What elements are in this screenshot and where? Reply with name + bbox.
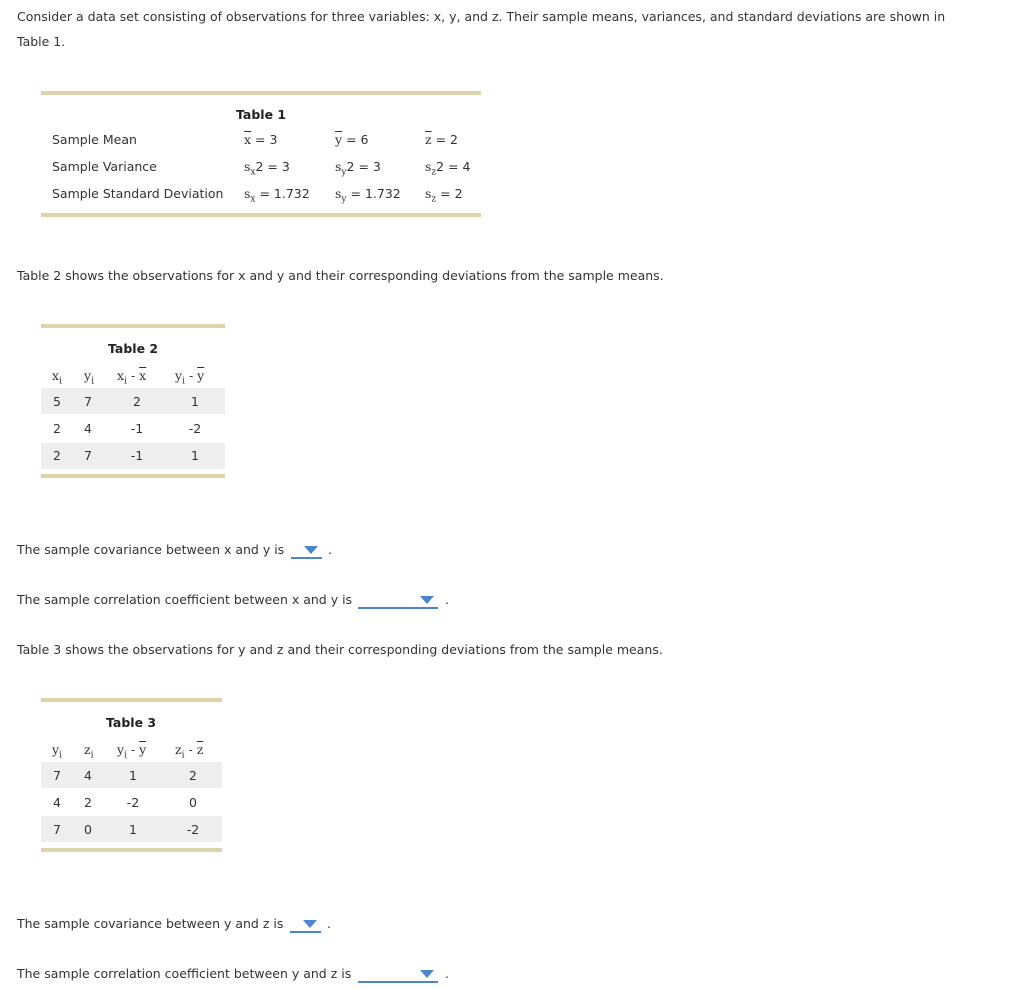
table-2-cell: 7	[84, 394, 92, 409]
table-3-header-z-dev: $z_i - \overline{z}$	[175, 742, 204, 761]
table-2-cell: 4	[84, 421, 92, 436]
cov-yz-dropdown[interactable]	[290, 915, 321, 933]
question-cov-xy: The sample covariance between x and y is	[17, 542, 285, 557]
table-2-header-xi: $x_i$	[52, 368, 62, 387]
table-1-mean-y: $\overline{y} = 6$	[335, 132, 369, 147]
table-2-cell: 1	[191, 394, 199, 409]
table-2-cell: 7	[84, 448, 92, 463]
table-1-mean-z: $\overline{z} = 2$	[425, 132, 458, 147]
table-1-variance-y: $s_y2 = 3$	[335, 159, 381, 178]
question-cov-yz: The sample covariance between y and z is	[17, 916, 284, 931]
table-1-variance-z: $s_z2 = 4$	[425, 159, 471, 178]
table-1-stddev-z: $s_z = 2$	[425, 186, 463, 205]
table-3-header-y-dev: $y_i - \overline{y}$	[117, 742, 147, 761]
table-2-cell: 2	[53, 421, 61, 436]
table-2-cell: -1	[130, 448, 144, 463]
table-1-label-variance: Sample Variance	[52, 159, 157, 174]
table-3-cell: 2	[84, 795, 92, 810]
question-cov-xy-period: .	[328, 542, 332, 557]
table-2-header-yi: $y_i$	[84, 368, 94, 387]
table-3-bottom-rule	[41, 848, 222, 852]
table-3-cell: 7	[53, 768, 61, 783]
table-2-cell: 2	[133, 394, 141, 409]
corr-xy-dropdown[interactable]	[358, 591, 438, 609]
table-2-top-rule	[41, 324, 225, 328]
cov-xy-dropdown[interactable]	[291, 541, 322, 559]
intro-line-2: Table 1.	[17, 34, 66, 49]
table-3-header-zi: $z_i$	[84, 742, 94, 761]
table-3-description: Table 3 shows the observations for y and z and their corresponding deviations from the sample means.	[17, 642, 663, 657]
table-2-description: Table 2 shows the observations for x and y and their corresponding deviations from the sample means.	[17, 268, 664, 283]
chevron-down-icon	[303, 920, 317, 928]
table-3-cell: 1	[129, 822, 137, 837]
table-2-cell: 1	[191, 448, 199, 463]
table-3-cell: 4	[53, 795, 61, 810]
table-1-stddev-x: $s_x = 1.732$	[244, 186, 310, 205]
table-2-cell: -2	[188, 421, 202, 436]
question-corr-xy: The sample correlation coefficient between x and y is	[17, 592, 353, 607]
table-1-caption: Table 1	[236, 107, 287, 122]
table-3-top-rule	[41, 698, 222, 702]
table-3-cell: 0	[189, 795, 197, 810]
question-corr-yz: The sample correlation coefficient between y and z is	[17, 966, 352, 981]
table-1-top-rule	[41, 91, 481, 95]
table-2-cell: 5	[53, 394, 61, 409]
table-1-stddev-y: $s_y = 1.732$	[335, 186, 401, 205]
table-2-caption: Table 2	[108, 341, 159, 356]
table-3-cell: 7	[53, 822, 61, 837]
table-3-header-yi: $y_i$	[52, 742, 62, 761]
chevron-down-icon	[304, 546, 318, 554]
question-cov-yz-period: .	[327, 916, 331, 931]
table-1-bottom-rule	[41, 213, 481, 217]
table-1-label-stddev: Sample Standard Deviation	[52, 186, 224, 201]
table-1-variance-x: $s_x2 = 3$	[244, 159, 290, 178]
table-3-caption: Table 3	[106, 715, 157, 730]
table-2-header-y-dev: $y_i - \overline{y}$	[175, 368, 205, 387]
table-1-label-mean: Sample Mean	[52, 132, 137, 147]
table-3-cell: 2	[189, 768, 197, 783]
table-2-cell: 2	[53, 448, 61, 463]
table-2-header-x-dev: $x_i - \overline{x}$	[117, 368, 147, 387]
table-3-cell: 1	[129, 768, 137, 783]
table-3-cell: -2	[186, 822, 200, 837]
corr-yz-dropdown[interactable]	[358, 965, 438, 983]
table-2-bottom-rule	[41, 474, 225, 478]
chevron-down-icon	[420, 596, 434, 604]
table-1-mean-x: $\overline{x} = 3$	[244, 132, 278, 147]
question-corr-xy-period: .	[445, 592, 449, 607]
table-3-cell: -2	[126, 795, 140, 810]
table-3-cell: 4	[84, 768, 92, 783]
question-corr-yz-period: .	[445, 966, 449, 981]
chevron-down-icon	[420, 970, 434, 978]
table-3-cell: 0	[84, 822, 92, 837]
table-2-cell: -1	[130, 421, 144, 436]
intro-line-1: Consider a data set consisting of observations for three variables: x, y, and z. Their sample means, variances, and standard deviations are shown in	[17, 9, 946, 24]
